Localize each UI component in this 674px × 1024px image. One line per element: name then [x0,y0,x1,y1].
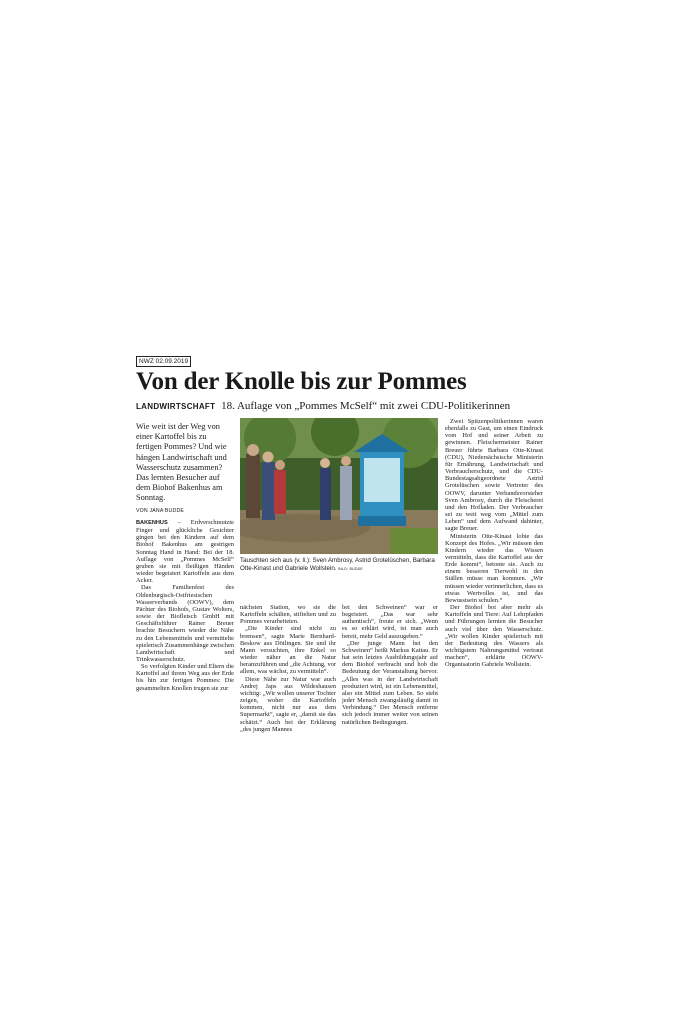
subheadline: 18. Auflage von „Pommes McSelf“ mit zwei CDU-Politikerinnen [221,400,511,412]
caption-text: Tauschten sich aus (v. li.): Sven Ambrosy, Astrid Grotelüschen, Barbara Otte-Kinast und Gabriele Wollstein. [240,557,435,572]
photo-caption [240,557,438,573]
teaser: Wie weit ist der Weg von einer Kartoffel bis zu fertigen Pommes? Und wie hängen Landwirtschaft und Wasserschutz zusammen? Das lernten Besucher auf dem Biohof Bakenhus am Sonntag. [136,422,227,503]
paragraph: bei den Schweinen“ war er begeistert. „Das war sehr authentisch“, freute er sich. „Wenn es so erklärt wird, ist man auch bereit, mehr Geld auszugeben.“ [342,604,438,640]
paragraph: Diese Nähe zur Natur war auch Andrej Japs aus Wildeshausen wichtig: „Wir wollen unserer Tochter zeigen, woher die Kartoffeln kommen, nicht nur aus dem Supermarkt“, sagte er, „damit sie das schätzt.“ Auch bei der Erklärung „des jungen Mannes [240,675,336,733]
paragraph: „Die Kinder sind nicht zu bremsen“, sagte Marie Bernhard-Beskow aus Dötlingen. Sie und ihr Mann versuchten, ihre Enkel so wieder näher an die Natur heranzuführen und „die Achtung, vor allem, was wächst, zu vermitteln“. [240,625,336,676]
article-column-3 [342,604,438,726]
article-photo [240,418,438,554]
article-column-4 [445,418,543,668]
dateline-place: BAKENHUS [136,520,168,526]
paragraph: Zwei Spitzenpolitikerinnen waren ebenfalls zu Gast, um einen Eindruck vom Hof und seiner Arbeit zu gewinnen. Fleischermeister Rainer Breuer führte Barbara Otte-Kinast (CDU), Niedersächsische Ministerin für Ernährung, Landwirtschaft und Verbraucherschutz, und die CDU-Bundestagsabgeordnete Astrid Grotelüschen sowie Vertreter des OOWV, darunter Verbandsvorsteher Sven Ambrosy, durch die Fleischerei und den Hofladen. Der Verbraucher sei zu weit weg vom „Mittel zum Leben“ und dem Aufwand dahinter, sagte Breuer. [445,418,543,533]
photo-illustration [240,418,438,554]
kicker: LANDWIRTSCHAFT [136,402,216,411]
paragraph: „Der junge Mann bei den Schweinen“ heißt Markus Kattau. Er hat sein letztes Ausbildungsjahr auf dem Biohof verbracht und hob die Bedeutung der Veranstaltung hervor. „Alles was in der Landwirtschaft produziert wird, ist ein Lebensmittel, also ein Mittel zum Leben. So steht jeder Mensch zwangsläufig damit in Verbindung.“ Der Mensch entferne sich jedoch immer weiter von seinen natürlichen Bedingungen. [342,639,438,726]
newspaper-clipping [134,356,544,746]
byline: VON JANA BUDDE [136,508,185,514]
article-column-1 [136,519,234,692]
paragraph: So verfolgten Kinder und Eltern die Kartoffel auf ihrem Weg aus der Erde bis hin zur fertigen Pommes: Die gesammelten Knollen trugen sie zur [136,663,234,692]
paragraph: Ministerin Otte-Kinast lobte das Konzept des Hofes. „Wir müssen den Kindern wieder das Wissen vermitteln, dass die Kartoffel aus der Erde kommt“, betonte sie. Auch zu einem besseren Tierwohl in den Ställen müsse man kommen. „Wir müssen wieder verinnerlichen, dass es etwas Wertvolles ist, und das Bewusstsein schulen.“ [445,532,543,604]
paragraph: BAKENHUS – Erdverschmutzte Finger und glückliche Gesichter gingen bei den Kindern auf dem Biohof Bakenhus am gestrigen Sonntag Hand in Hand: Bei der 18. Auflage von „Pommes McSelf“ gruben sie mit fleißigen Händen wieder begeistert Kartoffeln aus dem Acker. [136,519,234,585]
paragraph: nächsten Station, wo sie die Kartoffeln schälten, stiftelten und zu Pommes verarbeiteten. [240,604,336,626]
subheadline-row [136,400,510,413]
article-column-2 [240,604,336,733]
headline: Von der Knolle bis zur Pommes [136,368,467,395]
paragraph: Der Biohof bot aber mehr als Kartoffeln und Tiere: Auf Lehrpfaden und Führungen lernten die Besucher auch viel über den Wasserschutz. „Wir wollen Kinder spielerisch mit der Bedeutung des Wassers als wichtigstem Nahrungsmittel vertraut machen“, erklärte OOWV-Organisatorin Gabriele Wollstein. [445,604,543,669]
photo-credit: BILD: BUDDE [338,567,364,571]
paragraph: Das Familienfest des Oldenburgisch-Ostfriesischen Wasserverbands (OOWV), dem Pächter des Biohofs, Gustav Wolters, sowie der Biofleisch GmbH mit Geschäftsführer Rainer Breuer brachte Besuchern wieder die Nähe zu den Lebensmitteln und vermittelte spielerisch Zusammenhänge zwischen Landwirtschaft und Trinkwasserschutz. [136,584,234,663]
source-tag: NWZ 02.09.2019 [136,356,191,367]
